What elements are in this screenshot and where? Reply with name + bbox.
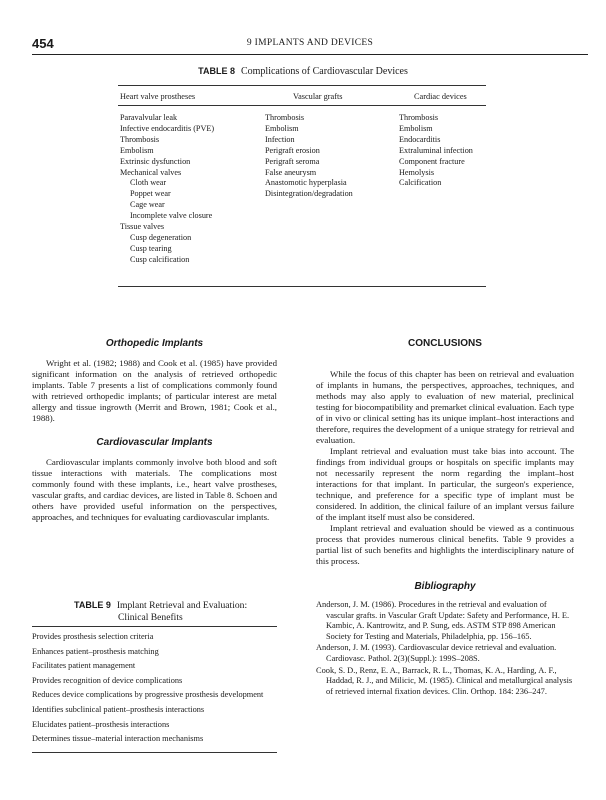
table-cell: Thrombosis <box>120 134 160 144</box>
table8-top-rule <box>118 85 486 86</box>
table-cell: Paravalvular leak <box>120 113 178 122</box>
table9-top-rule <box>32 626 277 627</box>
bibliography-entry: Anderson, J. M. (1993). Cardiovascular device retrieval and evaluation. Cardiovasc. Pathol. 2(3)(Suppl.): 199S–208S. <box>316 643 557 663</box>
table-row: Enhances patient–prosthesis matching <box>32 646 159 656</box>
table9-label: TABLE 9 <box>74 600 111 610</box>
table8-col-heart-valve: Heart valve prostheses <box>120 92 196 101</box>
table9-bottom-rule <box>32 752 277 753</box>
table-row: Facilitates patient management <box>32 661 136 671</box>
table-row: Elucidates patient–prosthesis interactions <box>32 719 170 729</box>
cardiovascular-heading: Cardiovascular Implants <box>96 437 213 448</box>
table9-caption <box>74 599 247 624</box>
table-cell: Cusp calcification <box>130 254 190 264</box>
chapter-title: 9 IMPLANTS AND DEVICES <box>246 38 374 48</box>
table8-col-vascular-grafts: Vascular grafts <box>293 92 343 101</box>
table-cell: Infection <box>265 134 295 144</box>
table-cell: Incomplete valve closure <box>130 211 213 221</box>
table-cell: Disintegration/degradation <box>265 189 353 199</box>
table-cell: Cusp tearing <box>130 243 172 253</box>
orthopedic-paragraph: Wright et al. (1982; 1988) and Cook et al. (1985) have provided significant information on the analysis of retrieved orthopedic implants. Table 7 presents a list of complications commonly found with retrieved orthopedic implants; of particular interest are metal allergy and tissue ingrowth (Merrit and Brown, 1981; Cook et al., 1988). <box>32 358 277 423</box>
table-cell: Mechanical valves <box>120 167 182 177</box>
table-cell: Component fracture <box>399 156 465 166</box>
table-cell: Perigraft erosion <box>265 145 320 155</box>
conclusions-paragraph-1: While the focus of this chapter has been on retrieval and evaluation of implants in humans, the perspectives, approaches, techniques, and methods may also apply to evaluation of new material, preclinical testing for biocompatibility and premarket clinical evaluation. Each type of in vivo or clinical setting has its unique implant–host interactions and therefore, requires the development of a unique strategy for retrieval and evaluation. <box>316 369 574 445</box>
table8-heart-valve-list <box>120 113 214 266</box>
conclusions-heading: CONCLUSIONS <box>408 338 482 349</box>
table9-list <box>32 630 263 747</box>
bibliography-entry: Anderson, J. M. (1986). Procedures in the retrieval and evaluation of vascular grafts. in Vascular Graft Update: Safety and Performance, H. E. Kambic, A. Kantrowitz, and P. Sung, eds. ASTM STP 898 American Society for Testing and Materials, Philadelphia, pp. 156–165. <box>316 600 570 641</box>
table-cell: Infective endocarditis (PVE) <box>120 123 215 133</box>
bibliography-heading: Bibliography <box>414 581 476 592</box>
table8-bottom-rule <box>118 286 486 287</box>
left-column <box>32 338 277 523</box>
table8-label: TABLE 8 <box>198 66 235 76</box>
table-cell: Embolism <box>399 123 433 133</box>
table-cell: Thrombosis <box>265 113 305 122</box>
table9-title-line2: Clinical Benefits <box>118 612 183 623</box>
table-cell: Poppet wear <box>130 189 171 199</box>
running-header <box>32 36 588 52</box>
cardiovascular-paragraph: Cardiovascular implants commonly involve both blood and soft tissue interactions with materials. The complications most commonly found with these implants, i.e., heart valve prostheses, vascular grafts, and cardiac devices, are listed in Table 8. Schoen and others have provided useful information on the perspectives, approaches, and techniques for evaluating cardiovascular implants. <box>32 457 277 522</box>
page-number: 454 <box>32 36 54 51</box>
table-row: Identifies subclinical patient–prosthesis interactions <box>32 704 205 714</box>
table8-cardiac-devices-list <box>399 113 473 189</box>
table-row: Reduces device complications by progressive prosthesis development <box>32 690 264 700</box>
table-cell: Calcification <box>399 178 442 188</box>
table-cell: Cusp degeneration <box>130 232 192 242</box>
header-rule <box>32 54 588 55</box>
table-cell: Perigraft seroma <box>265 156 320 166</box>
conclusions-paragraph-2: Implant retrieval and evaluation must take bias into account. The findings from individual groups or hospitals on specific implants may not necessarily represent the norm regarding the implant–host interactions for that implant. In particular, the surgeon's experience, technique, and preference for a specific type of implant must be considered. In addition, the clinical failure of an implant versus failure of the implant itself must also be considered. <box>316 446 574 522</box>
table8-caption <box>0 66 606 77</box>
table-cell: Extraluminal infection <box>399 145 473 155</box>
table-row: Determines tissue–material interaction mechanisms <box>32 734 204 744</box>
table8-title: Complications of Cardiovascular Devices <box>240 66 408 77</box>
table8-vascular-grafts-list <box>265 113 353 200</box>
table-cell: Endocarditis <box>399 134 441 144</box>
bibliography-entry: Cook, S. D., Renz, E. A., Barrack, R. L., Thomas, K. A., Harding, A. F., Haddad, R. J., and Milicic, M. (1985). Clinical and metallurgical analysis of retrieved internal fixation devices. Clin. Orthop. 184: 236–247. <box>316 665 573 696</box>
table-cell: Cage wear <box>130 200 165 210</box>
table-cell: Thrombosis <box>399 113 439 122</box>
table-cell: Cloth wear <box>130 178 167 188</box>
right-column <box>316 338 574 698</box>
table-cell: Embolism <box>265 123 299 133</box>
table8-col-cardiac-devices: Cardiac devices <box>414 92 467 101</box>
table-cell: Tissue valves <box>120 222 165 232</box>
table-cell: Anastomotic hyperplasia <box>265 178 347 188</box>
table-cell: Hemolysis <box>399 167 435 177</box>
table-row: Provides prosthesis selection criteria <box>32 632 154 641</box>
conclusions-paragraph-3: Implant retrieval and evaluation should be viewed as a continuous process that provides numerous clinical benefits. Table 9 provides a partial list of such benefits and highlights the interdisciplinary nature of this process. <box>316 523 574 566</box>
table8-header-rule <box>118 105 486 106</box>
table9-title-line1: Implant Retrieval and Evaluation: <box>116 600 248 611</box>
table-cell: False aneurysm <box>265 167 317 177</box>
table-row: Provides recognition of device complications <box>32 675 183 685</box>
table-cell: Embolism <box>120 145 154 155</box>
orthopedic-heading: Orthopedic Implants <box>105 338 204 349</box>
table-cell: Extrinsic dysfunction <box>120 156 191 166</box>
